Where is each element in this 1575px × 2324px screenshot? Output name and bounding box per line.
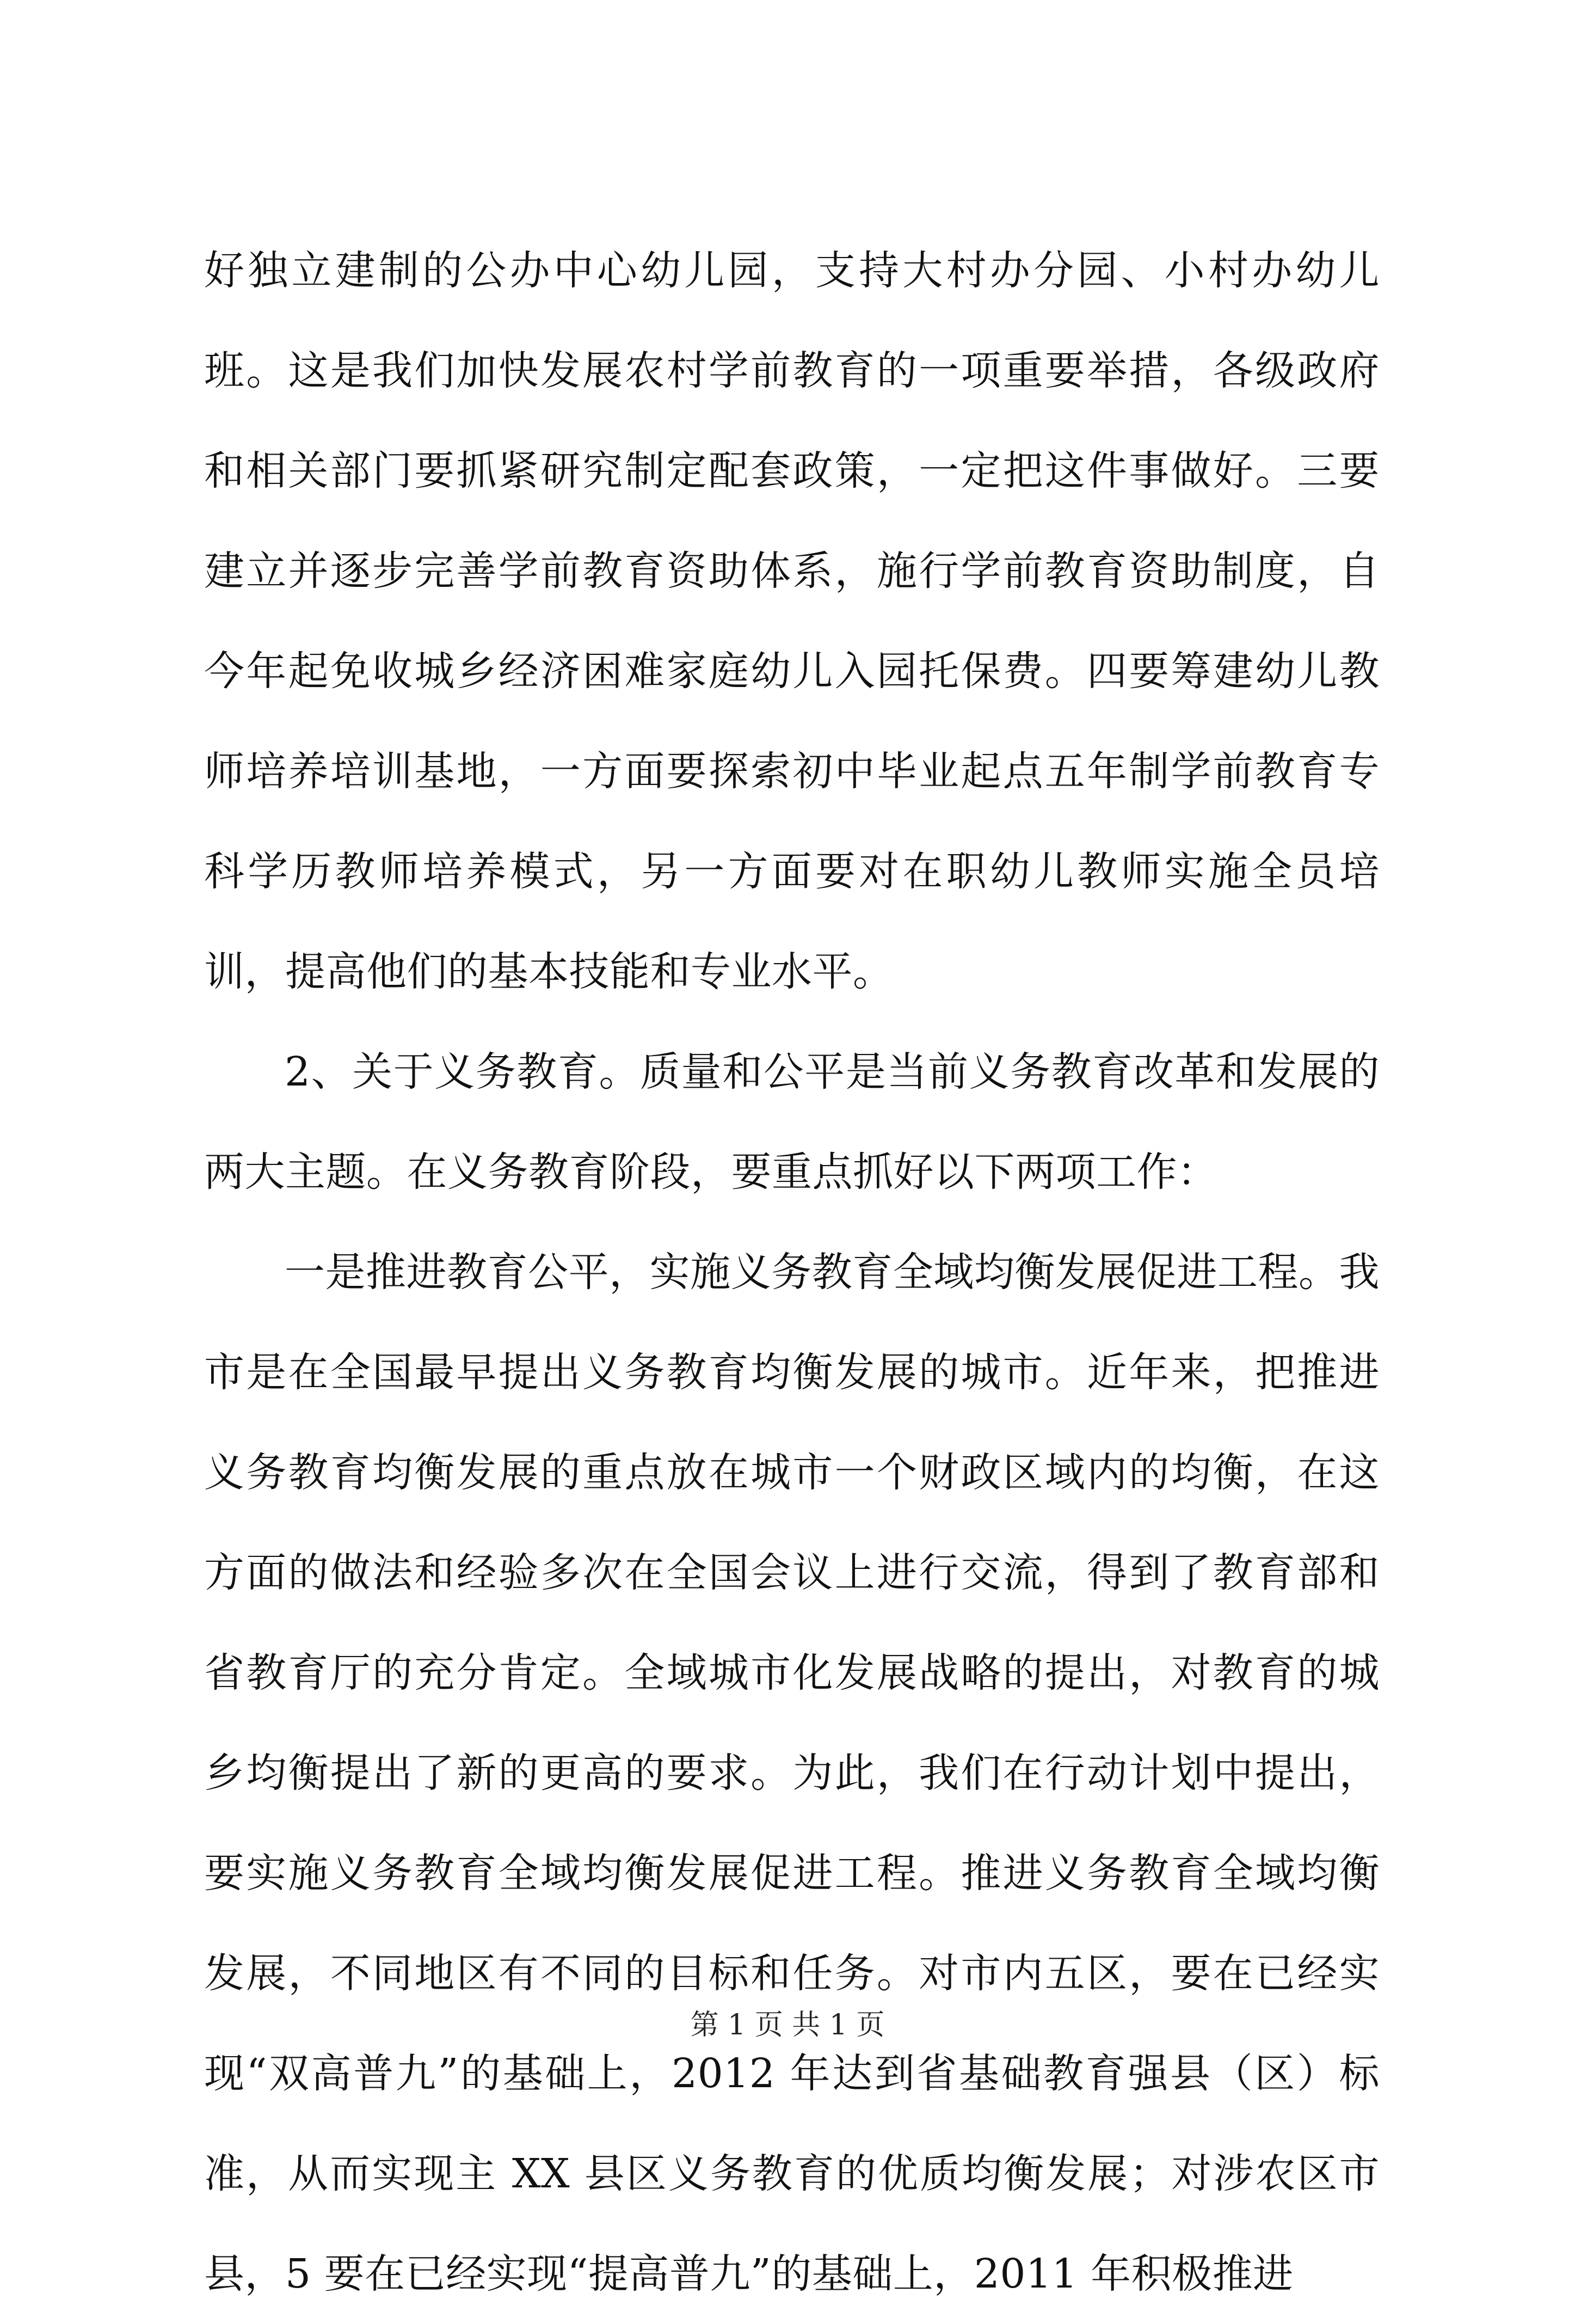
paragraph-education-equity: 一是推进教育公平，实施义务教育全域均衡发展促进工程。我市是在全国最早提出义务教育均衡发展的城市。近年来，把推进义务教育均衡发展的重点放在城市一个财政区域内的均衡，在这方面的做法和经验多次在全国会议上进行交流，得到了教育部和省教育厅的充分肯定。全域城市化发展战略的提出，对教育的城乡均衡提出了新的更高的要求。为此，我们在行动计划中提出，要实施义务教育全域均衡发展促进工程。推进义务教育全域均衡发展，不同地区有不同的目标和任务。对市内五区，要在已经实现“双高普九”的基础上，2012 年达到省基础教育强县（区）标准，从而实现主 XX 县区义务教育的优质均衡发展；对涉农区市县，5 要在已经实现“提高普九”的基础上，2011 年积极推进 (204, 1249, 1380, 2297)
paragraph-preschool-continued: 好独立建制的公办中心幼儿园，支持大村办分园、小村办幼儿班。这是我们加快发展农村学前教育的一项重要举措，各级政府和相关部门要抓紧研究制定配套政策，一定把这件事做好。三要建立并逐步完善学前教育资助体系，施行学前教育资助制度，自今年起免收城乡经济困难家庭幼儿入园托保费。四要筹建幼儿教师培养培训基地，一方面要探索初中毕业起点五年制学前教育专科学历教师培养模式，另一方面要对在职幼儿教师实施全员培训，提高他们的基本技能和专业水平。 (204, 247, 1380, 995)
paragraph-compulsory-education: 2、关于义务教育。质量和公平是当前义务教育改革和发展的两大主题。在义务教育阶段，要重点抓好以下两项工作： (204, 1048, 1380, 1195)
page-footer: 第 1 页 共 1 页 (690, 2009, 885, 2041)
